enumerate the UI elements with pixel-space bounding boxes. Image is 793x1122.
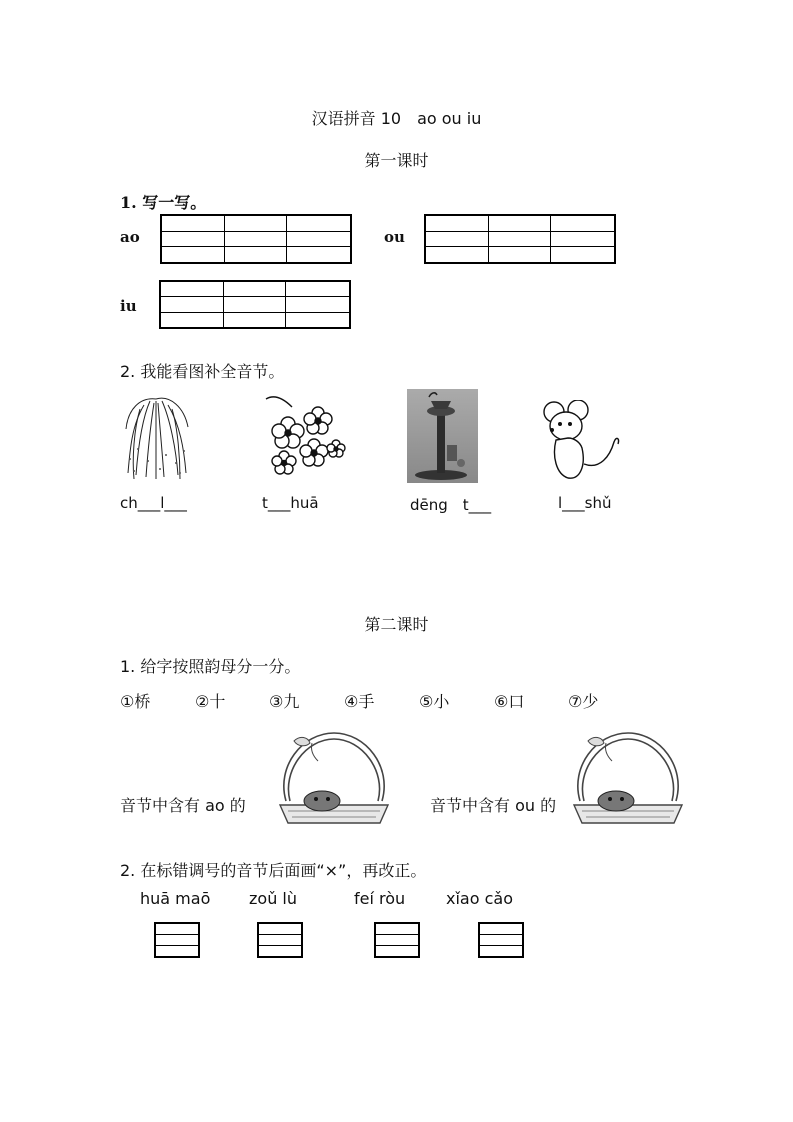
char-item: ⑥口 (494, 692, 525, 711)
fill-blank-flowers[interactable]: t___huā (262, 494, 319, 512)
char-item: ⑦少 (568, 692, 599, 711)
label-ou: ou (384, 228, 405, 246)
correction-box[interactable] (154, 922, 200, 958)
question-classify-chars: 1. 给字按照韵母分一分。 (120, 657, 301, 676)
label-ao: ao (120, 228, 140, 246)
character-list (0, 689, 793, 713)
char-item: ①桥 (120, 692, 151, 711)
flowers-picture (262, 391, 348, 485)
basket-ao-picture[interactable] (272, 727, 396, 827)
pinyin-item: zoǔ lù (249, 889, 297, 908)
correction-box[interactable] (478, 922, 524, 958)
basket-ou-label: 音节中含有 ou 的 (430, 796, 557, 815)
basket-ao-label: 音节中含有 ao 的 (120, 796, 246, 815)
mouse-picture (540, 400, 622, 484)
char-item: ⑤小 (419, 692, 450, 711)
lesson-1-heading: 第一课时 (364, 151, 429, 170)
char-item: ②十 (195, 692, 226, 711)
page-title: 汉语拼音 10 ao ou iu (311, 109, 482, 128)
fill-blank-lamp[interactable]: dēng t___ (410, 496, 492, 514)
char-item: ③九 (269, 692, 300, 711)
willow-tree-picture (120, 389, 192, 483)
label-iu: iu (120, 297, 137, 315)
correction-box[interactable] (374, 922, 420, 958)
writing-grid-ao[interactable] (160, 214, 352, 264)
question-tone-marks: 2. 在标错调号的音节后面画“×”，再改正。 (120, 861, 427, 880)
pinyin-list (0, 889, 793, 913)
lesson-2-heading: 第二课时 (364, 615, 429, 634)
fill-blank-willow[interactable]: ch___l___ (120, 494, 187, 512)
question-1-write: 1. 写一写。 (120, 193, 207, 212)
oil-lamp-picture (407, 389, 478, 483)
pinyin-item: huā maō (140, 889, 211, 908)
question-2-picture-syllables: 2. 我能看图补全音节。 (120, 362, 285, 381)
basket-ou-picture[interactable] (566, 727, 690, 827)
correction-box[interactable] (257, 922, 303, 958)
writing-grid-ou[interactable] (424, 214, 616, 264)
pinyin-item: xǐao cǎo (446, 889, 513, 908)
char-item: ④手 (344, 692, 375, 711)
pinyin-item: feí ròu (354, 889, 406, 908)
writing-grid-iu[interactable] (159, 280, 351, 329)
fill-blank-mouse[interactable]: l___shǔ (558, 494, 612, 512)
